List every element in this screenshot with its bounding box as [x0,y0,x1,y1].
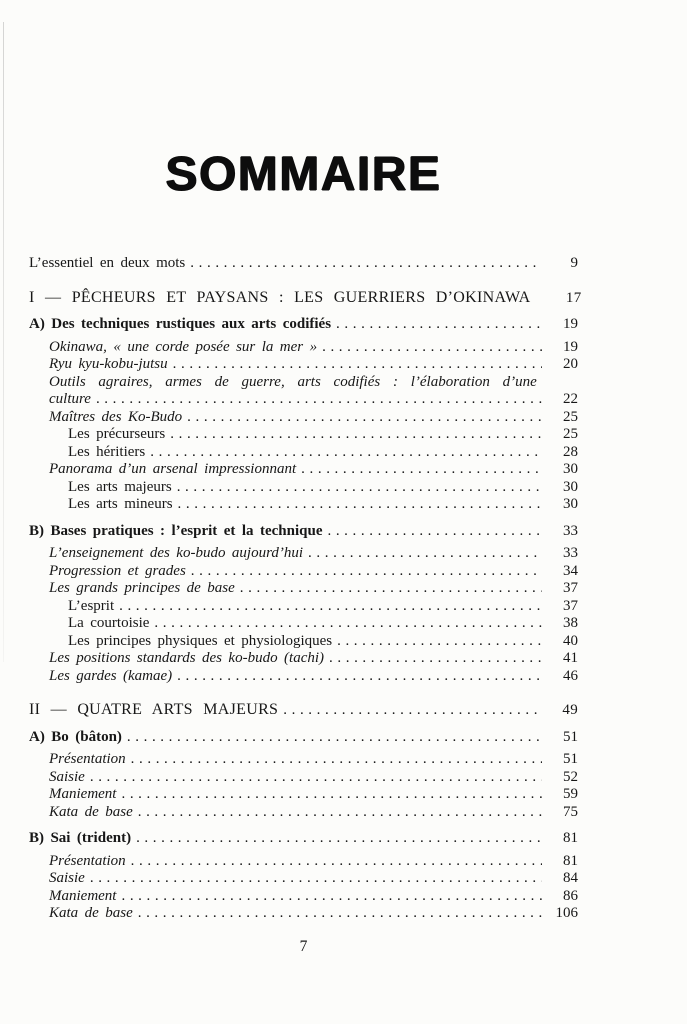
toc-row [29,288,582,308]
toc-entry-label: Saisie [49,768,85,785]
toc-leader-dots [131,853,542,871]
toc-entry-label: Les arts majeurs [68,478,172,495]
toc-entry-label: Les gardes (kamae) [49,667,173,684]
toc-row [29,523,578,541]
toc-leader-dots [337,633,542,651]
toc-page-number: 20 [563,356,578,372]
toc-page-number: 38 [563,615,578,631]
toc-page-number: 52 [563,768,578,785]
toc-leader-dots [119,598,542,616]
toc-leader-dots [327,523,542,541]
toc-page-number: 84 [563,870,578,886]
toc-entry-label: Panorama d’un arsenal impressionnant [49,461,297,477]
toc-row [29,615,578,633]
toc-page-number: 49 [562,702,578,718]
toc-page-number: 51 [563,728,578,745]
toc-leader-dots [283,701,542,720]
toc-entry-label: Outils agraires, armes de guerre, arts codifiés : l’élaboration d’une [49,373,537,390]
toc-page-number: 33 [563,522,578,539]
toc-row [29,751,578,769]
toc-page-number: 106 [555,905,578,921]
toc-row [29,853,578,871]
toc-row [29,786,578,804]
toc-entry-label: culture [49,391,91,407]
toc-leader-dots [131,751,542,769]
toc-row [29,339,578,357]
toc-leader-dots [322,339,542,357]
toc-leader-dots [121,888,542,906]
toc-leader-dots [301,461,542,479]
toc-entry-label: Maniement [49,786,117,802]
toc-page-number: 30 [563,496,578,512]
toc-leader-dots [191,563,542,581]
toc-row [29,830,578,848]
toc-leader-dots [136,830,542,848]
toc-entry-label: II — QUATRE ARTS MAJEURS [29,701,279,718]
folio-page-number: 7 [299,937,308,955]
toc-row [29,479,578,497]
toc-list [29,255,582,923]
toc-page-number: 17 [565,289,582,306]
toc-entry-label: Les arts mineurs [68,496,173,512]
toc-leader-dots [154,615,542,633]
toc-row [29,905,578,923]
scan-edge-artifact [3,22,4,662]
toc-leader-dots [138,905,542,923]
toc-page-number: 81 [563,830,578,846]
toc-entry-label: Ryu kyu-kobu-jutsu [49,356,168,372]
toc-row [29,729,578,747]
toc-leader-dots [336,316,542,334]
toc-entry-label: Kata de base [49,803,133,820]
toc-leader-dots [187,409,542,427]
toc-entry-label: Les principes physiques et physiologiques [68,632,333,649]
toc-row [29,444,578,462]
toc-leader-dots [96,391,542,409]
toc-leader-dots [173,356,542,374]
toc-entry-label: Les positions standards des ko-budo (tachi) [49,650,325,666]
toc-row [29,580,578,598]
toc-row [29,391,578,409]
toc-entry-label: Okinawa, « une corde posée sur la mer » [49,338,318,355]
toc-page-number: 25 [563,426,578,442]
toc-entry-label: Saisie [49,870,85,886]
toc-page-number: 41 [563,650,578,666]
toc-entry-label: Les grands principes de base [49,580,235,596]
toc-entry-label: Les précurseurs [68,426,166,442]
toc-page-number: 25 [563,408,578,425]
toc-leader-dots [190,255,542,273]
toc-row [29,255,578,273]
toc-page-number: 40 [563,632,578,649]
toc-leader-dots [240,580,542,598]
toc-entry-label: L’esprit [68,597,115,614]
toc-page-number: 19 [563,338,578,355]
toc-page-number: 30 [563,461,578,477]
toc-row [29,650,578,668]
toc-row [29,545,578,563]
toc-entry-label: A) Bo (bâton) [29,728,122,745]
toc-leader-dots [308,545,542,563]
toc-row [29,598,578,616]
toc-row [29,409,578,427]
toc-page-number: 75 [563,803,578,820]
toc-leader-dots [150,444,542,462]
toc-entry-label: B) Sai (trident) [29,830,132,846]
toc-entry-label: Maîtres des Ko-Budo [49,408,183,425]
toc-leader-dots [177,668,542,686]
toc-page-number: 37 [563,597,578,614]
toc-page-number: 86 [563,887,578,904]
toc-entry-label: L’enseignement des ko-budo aujourd’hui [49,545,304,561]
toc-leader-dots [121,786,542,804]
toc-row [29,701,578,720]
toc-row [29,461,578,479]
toc-row [29,633,578,651]
toc-row [29,374,578,392]
toc-page-number: 81 [563,852,578,869]
toc-page-number: 28 [563,443,578,460]
toc-page-number: 19 [563,316,578,332]
toc-entry-label: Progression et grades [49,562,186,579]
toc-row [29,888,578,906]
toc-page-number: 30 [563,478,578,495]
toc-leader-dots [90,870,542,888]
toc-entry-label: B) Bases pratiques : l’esprit et la technique [29,522,323,539]
toc-entry-label: Présentation [49,852,126,869]
toc-page-number: 33 [563,545,578,561]
toc-entry-label: Les héritiers [68,443,146,460]
toc-row [29,804,578,822]
toc-leader-dots [127,729,542,747]
toc-page-number: 37 [563,580,578,596]
toc-leader-dots [90,769,542,787]
toc-leader-dots [138,804,542,822]
toc-page-number: 9 [570,255,578,271]
page-title: SOMMAIRE [165,148,442,201]
toc-page-number: 34 [563,562,578,579]
toc-row [29,563,578,581]
toc-page-number: 59 [563,786,578,802]
toc-entry-label: A) Des techniques rustiques aux arts codifiés [29,316,332,332]
toc-page-number: 46 [563,667,578,684]
toc-entry-label: I — PÊCHEURS ET PAYSANS : LES GUERRIERS D’OKINAWA [29,288,531,306]
toc-page-number: 22 [563,391,578,407]
toc-leader-dots [178,496,542,514]
toc-entry-label: Maniement [49,887,117,904]
toc-leader-dots [170,426,542,444]
toc-row [29,769,578,787]
toc-row [29,496,578,514]
document-page [29,0,582,956]
toc-leader-dots [177,479,542,497]
toc-row [29,426,578,444]
toc-entry-label: Présentation [49,751,126,767]
toc-entry-label: L’essentiel en deux mots [29,255,186,271]
toc-leader-dots [329,650,542,668]
toc-entry-label: Kata de base [49,905,133,921]
toc-page-number: 51 [563,751,578,767]
toc-row [29,668,578,686]
toc-row [29,316,578,334]
toc-entry-label: La courtoisie [68,615,150,631]
toc-row [29,356,578,374]
toc-row [29,870,578,888]
